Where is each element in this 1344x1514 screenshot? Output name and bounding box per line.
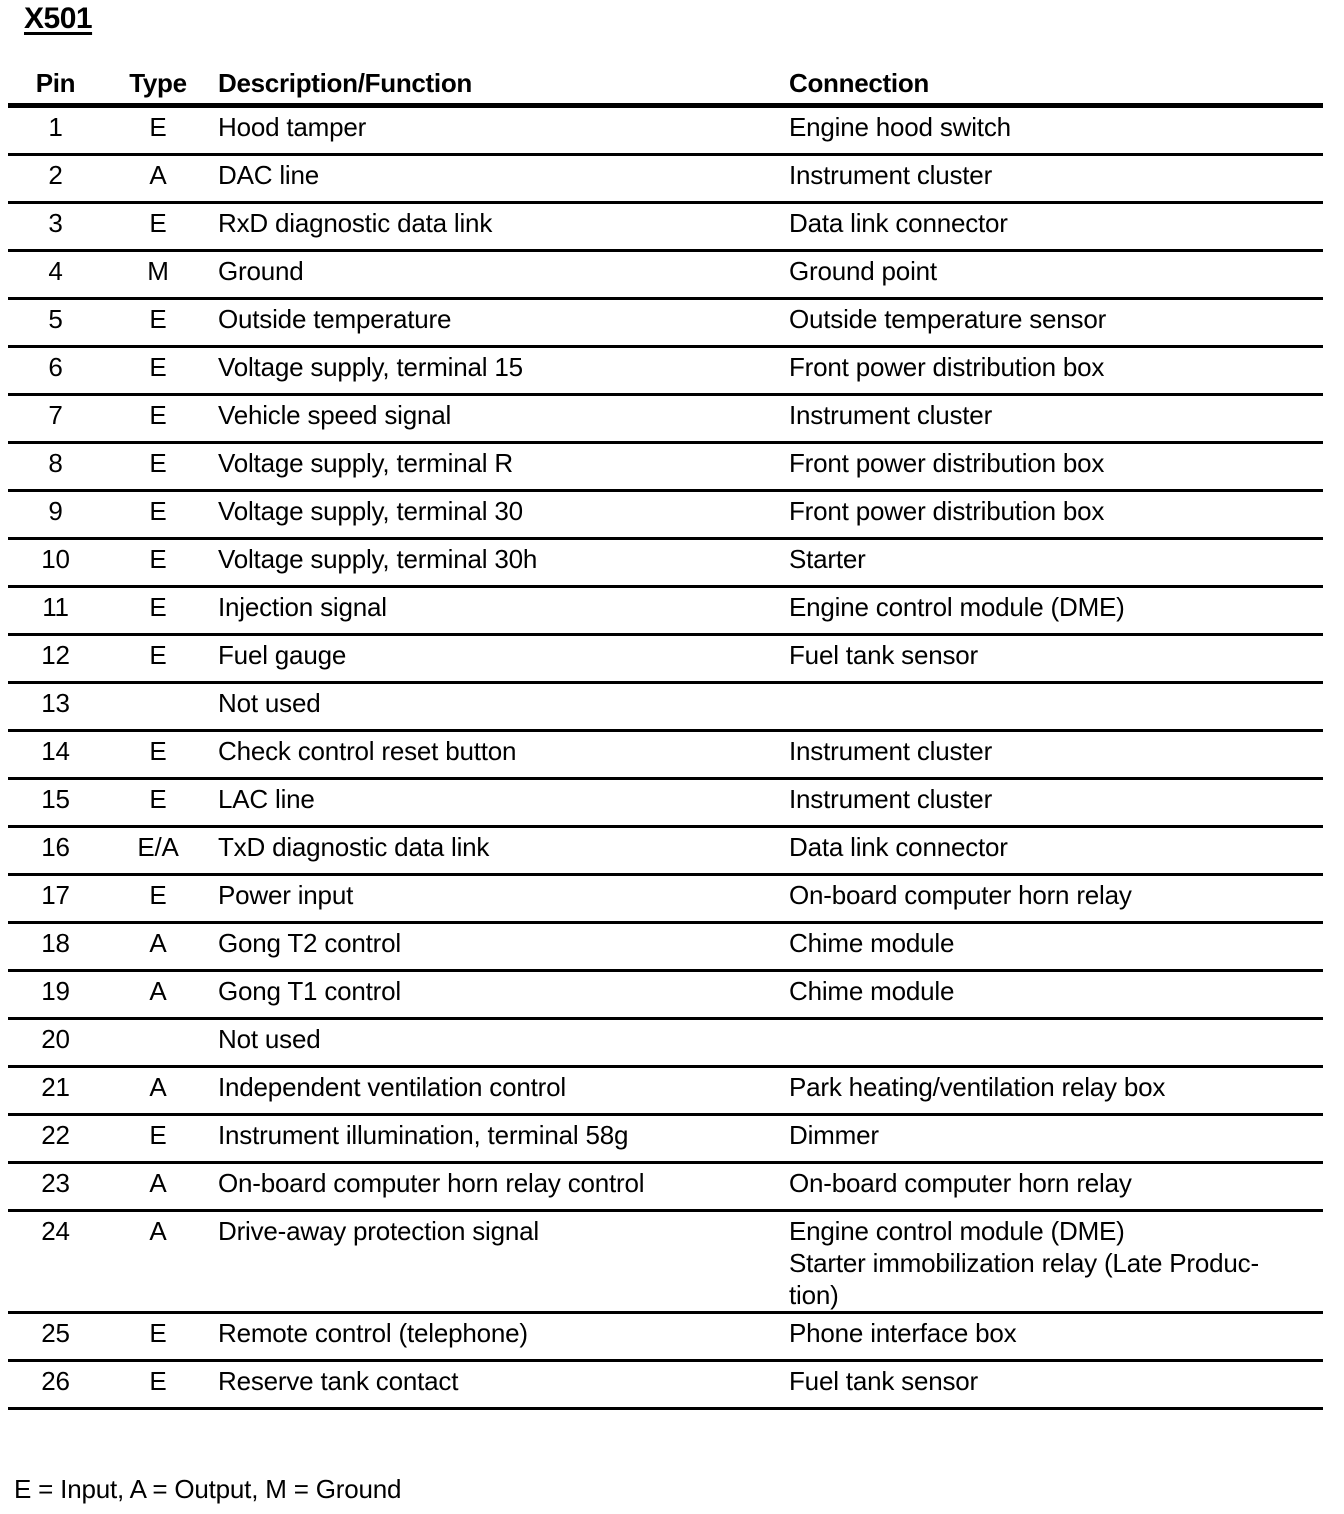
table-row xyxy=(8,971,1323,1019)
pin-cell: 22 xyxy=(8,1115,103,1163)
connection-cell xyxy=(781,731,1323,779)
table-row xyxy=(8,731,1323,779)
type-cell: E xyxy=(103,299,213,347)
table-row xyxy=(8,1313,1323,1361)
connection-cell xyxy=(781,683,1323,731)
connection-line: Instrument cluster xyxy=(789,400,993,430)
connection-cell xyxy=(781,203,1323,251)
type-cell: E xyxy=(103,587,213,635)
connection-line: Front power distribution box xyxy=(789,352,1105,382)
pin-cell: 4 xyxy=(8,251,103,299)
table-row xyxy=(8,923,1323,971)
description-cell: Gong T1 control xyxy=(213,971,781,1019)
pin-cell: 11 xyxy=(8,587,103,635)
table-row xyxy=(8,1361,1323,1409)
connection-cell xyxy=(781,1313,1323,1361)
description-cell: Instrument illumination, terminal 58g xyxy=(213,1115,781,1163)
type-cell: E xyxy=(103,635,213,683)
type-cell: A xyxy=(103,1067,213,1115)
description-cell: DAC line xyxy=(213,155,781,203)
connection-cell xyxy=(781,1019,1323,1067)
connection-cell xyxy=(781,106,1323,155)
connection-cell xyxy=(781,875,1323,923)
description-cell: Voltage supply, terminal 30h xyxy=(213,539,781,587)
connection-cell xyxy=(781,635,1323,683)
description-cell: TxD diagnostic data link xyxy=(213,827,781,875)
header-pin: Pin xyxy=(8,64,103,106)
description-cell: Hood tamper xyxy=(213,106,781,155)
connection-line: Instrument cluster xyxy=(789,160,993,190)
connection-line: Instrument cluster xyxy=(789,736,993,766)
table-row xyxy=(8,875,1323,923)
pin-table-body xyxy=(8,106,1323,1409)
description-cell: Independent ventilation control xyxy=(213,1067,781,1115)
pin-cell: 14 xyxy=(8,731,103,779)
connection-line: Outside temperature sensor xyxy=(789,304,1107,334)
type-cell: M xyxy=(103,251,213,299)
description-cell: On-board computer horn relay control xyxy=(213,1163,781,1211)
table-row xyxy=(8,443,1323,491)
pin-cell: 5 xyxy=(8,299,103,347)
pin-cell: 18 xyxy=(8,923,103,971)
connection-cell xyxy=(781,971,1323,1019)
connection-line: Starter immobilization relay (Late Produc- xyxy=(789,1248,1259,1278)
type-cell: E xyxy=(103,1313,213,1361)
connection-cell xyxy=(781,1163,1323,1211)
connection-line: Front power distribution box xyxy=(789,496,1105,526)
type-cell: A xyxy=(103,1211,213,1313)
connection-line: Dimmer xyxy=(789,1120,879,1150)
description-cell: Fuel gauge xyxy=(213,635,781,683)
table-row xyxy=(8,395,1323,443)
type-cell xyxy=(103,1019,213,1067)
pin-cell: 13 xyxy=(8,683,103,731)
connection-line: Engine control module (DME) xyxy=(789,1216,1125,1246)
header-row xyxy=(8,64,1323,106)
connection-cell xyxy=(781,155,1323,203)
page-title: X501 xyxy=(24,2,93,35)
type-cell: E xyxy=(103,491,213,539)
connection-line: Phone interface box xyxy=(789,1318,1017,1348)
connection-line: Fuel tank sensor xyxy=(789,1366,979,1396)
table-row xyxy=(8,779,1323,827)
type-cell: E xyxy=(103,203,213,251)
connection-cell xyxy=(781,395,1323,443)
description-cell: Vehicle speed signal xyxy=(213,395,781,443)
header-description: Description/Function xyxy=(213,64,781,106)
type-cell: E xyxy=(103,347,213,395)
description-cell: Voltage supply, terminal 15 xyxy=(213,347,781,395)
pin-cell: 17 xyxy=(8,875,103,923)
pin-cell: 16 xyxy=(8,827,103,875)
description-cell: Not used xyxy=(213,1019,781,1067)
connection-cell xyxy=(781,347,1323,395)
type-cell xyxy=(103,683,213,731)
table-row xyxy=(8,539,1323,587)
description-cell: Outside temperature xyxy=(213,299,781,347)
pin-cell: 9 xyxy=(8,491,103,539)
connection-cell xyxy=(781,587,1323,635)
description-cell: Injection signal xyxy=(213,587,781,635)
table-row xyxy=(8,251,1323,299)
connection-cell xyxy=(781,539,1323,587)
table-row xyxy=(8,203,1323,251)
connection-line: Engine control module (DME) xyxy=(789,592,1125,622)
connection-line: Starter xyxy=(789,544,866,574)
pin-cell: 20 xyxy=(8,1019,103,1067)
connection-cell xyxy=(781,251,1323,299)
description-cell: Reserve tank contact xyxy=(213,1361,781,1409)
connection-cell xyxy=(781,443,1323,491)
pin-cell: 3 xyxy=(8,203,103,251)
connection-line: tion) xyxy=(789,1280,839,1310)
description-cell: Remote control (telephone) xyxy=(213,1313,781,1361)
connection-line: On-board computer horn relay xyxy=(789,880,1132,910)
type-cell: A xyxy=(103,923,213,971)
type-cell: A xyxy=(103,155,213,203)
table-row xyxy=(8,106,1323,155)
type-cell: E xyxy=(103,1115,213,1163)
description-cell: LAC line xyxy=(213,779,781,827)
table-row xyxy=(8,683,1323,731)
connection-cell xyxy=(781,1211,1323,1313)
pin-cell: 2 xyxy=(8,155,103,203)
pin-cell: 6 xyxy=(8,347,103,395)
pin-cell: 24 xyxy=(8,1211,103,1313)
pin-cell: 15 xyxy=(8,779,103,827)
pin-cell: 23 xyxy=(8,1163,103,1211)
table-row xyxy=(8,1067,1323,1115)
type-cell: E xyxy=(103,443,213,491)
type-cell: E/A xyxy=(103,827,213,875)
pin-cell: 12 xyxy=(8,635,103,683)
connection-cell xyxy=(781,299,1323,347)
connection-cell xyxy=(781,779,1323,827)
connection-line: Fuel tank sensor xyxy=(789,640,979,670)
pin-cell: 26 xyxy=(8,1361,103,1409)
type-legend: E = Input, A = Output, M = Ground xyxy=(14,1474,402,1504)
connection-line: Data link connector xyxy=(789,832,1008,862)
pin-table-header xyxy=(8,64,1323,106)
connection-line: Engine hood switch xyxy=(789,112,1011,142)
header-connection: Connection xyxy=(781,64,1323,106)
pin-table xyxy=(8,64,1323,1410)
connection-line: Data link connector xyxy=(789,208,1008,238)
connection-line: Ground point xyxy=(789,256,937,286)
table-row xyxy=(8,1163,1323,1211)
type-cell: E xyxy=(103,539,213,587)
type-cell: E xyxy=(103,731,213,779)
description-cell: Ground xyxy=(213,251,781,299)
connection-cell xyxy=(781,923,1323,971)
type-cell: A xyxy=(103,1163,213,1211)
description-cell: Voltage supply, terminal R xyxy=(213,443,781,491)
table-row xyxy=(8,1115,1323,1163)
table-row xyxy=(8,587,1323,635)
type-cell: E xyxy=(103,779,213,827)
description-cell: Voltage supply, terminal 30 xyxy=(213,491,781,539)
connection-cell xyxy=(781,1115,1323,1163)
connection-cell xyxy=(781,491,1323,539)
connection-cell xyxy=(781,1067,1323,1115)
connection-line: Front power distribution box xyxy=(789,448,1105,478)
header-type: Type xyxy=(103,64,213,106)
connection-line: Park heating/ventilation relay box xyxy=(789,1072,1166,1102)
table-row xyxy=(8,1211,1323,1313)
connection-cell xyxy=(781,827,1323,875)
description-cell: Drive-away protection signal xyxy=(213,1211,781,1313)
type-cell: A xyxy=(103,971,213,1019)
pin-cell: 8 xyxy=(8,443,103,491)
description-cell: RxD diagnostic data link xyxy=(213,203,781,251)
table-row xyxy=(8,1019,1323,1067)
pin-cell: 7 xyxy=(8,395,103,443)
type-cell: E xyxy=(103,106,213,155)
connection-line: On-board computer horn relay xyxy=(789,1168,1132,1198)
pin-cell: 25 xyxy=(8,1313,103,1361)
pin-cell: 1 xyxy=(8,106,103,155)
connection-line: Instrument cluster xyxy=(789,784,993,814)
pin-cell: 21 xyxy=(8,1067,103,1115)
table-row xyxy=(8,155,1323,203)
connection-line: Chime module xyxy=(789,976,955,1006)
description-cell: Power input xyxy=(213,875,781,923)
pin-cell: 10 xyxy=(8,539,103,587)
type-cell: E xyxy=(103,875,213,923)
type-cell: E xyxy=(103,395,213,443)
description-cell: Not used xyxy=(213,683,781,731)
description-cell: Check control reset button xyxy=(213,731,781,779)
description-cell: Gong T2 control xyxy=(213,923,781,971)
table-row xyxy=(8,635,1323,683)
table-row xyxy=(8,347,1323,395)
connection-cell xyxy=(781,1361,1323,1409)
table-row xyxy=(8,491,1323,539)
pin-cell: 19 xyxy=(8,971,103,1019)
table-row xyxy=(8,299,1323,347)
connection-line: Chime module xyxy=(789,928,955,958)
type-cell: E xyxy=(103,1361,213,1409)
table-row xyxy=(8,827,1323,875)
